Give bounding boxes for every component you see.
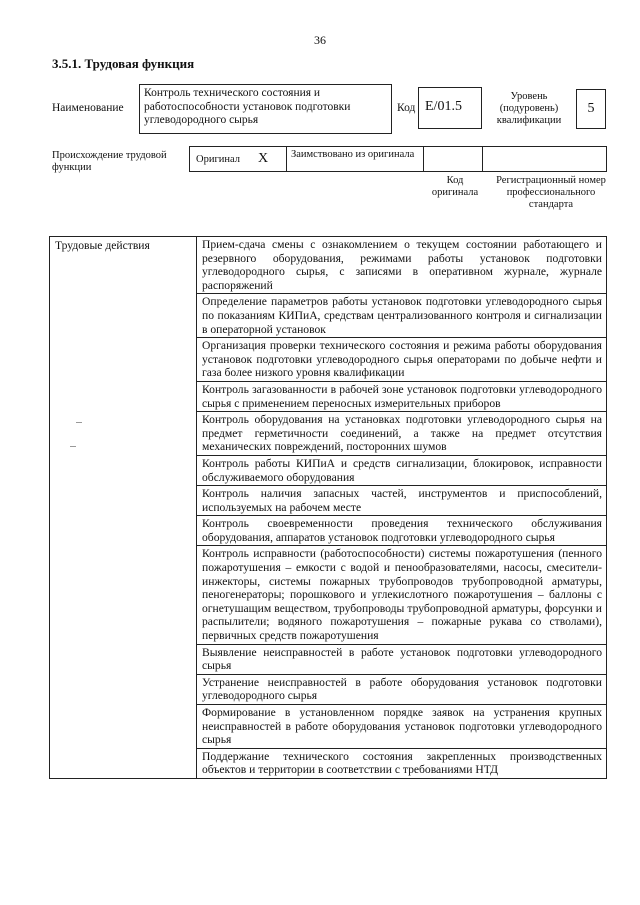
action-item: Контроль наличия запасных частей, инструментов и приспособлений, используемых на рабочем месте [197,486,607,516]
name-value: Контроль технического состояния и работоспособности установок подготовки углеводородного сырья [144,87,351,126]
code-value-box [418,87,482,129]
action-item: Выявление неисправностей в работе установок подготовки углеводородного сырья [197,644,607,674]
code-value: E/01.5 [425,99,462,114]
original-label: Оригинал [196,154,240,165]
scan-mark [76,422,82,423]
origin-label: Происхождение трудовой функции [52,150,167,173]
action-item: Поддержание технического состояния закрепленных производственных объектов и территории в соответствии с требованиями НТД [197,748,607,778]
action-row [50,237,607,294]
section-title: 3.5.1. Трудовая функция [52,56,195,71]
action-item: Организация проверки технического состояния и режима работы оборудования установок подготовки углеводородного сырья операторами по добыче нефти и газа более низкого уровня квалификации [197,338,607,382]
name-label: Наименование [52,102,124,114]
action-item: Устранение неисправностей в работе оборудования установок подготовки углеводородного сырья [197,674,607,704]
level-value: 5 [587,101,595,116]
actions-table [49,236,607,779]
scan-mark [70,446,76,447]
borrowed-label: Заимствовано из оригинала [291,149,415,160]
action-item: Контроль оборудования на установках подготовки углеводородного сырья на предмет герметичности соединений, а также на предмет отсутствия механических повреждений, посторонних шумов [197,412,607,456]
name-value-box [139,84,392,134]
code-label: Код [397,102,416,114]
divider [286,147,287,171]
action-item: Формирование в установленном порядке заявок на устранения крупных неисправностей в работе оборудования установок подготовки углеводородного сырья [197,705,607,749]
action-item: Прием-сдача смены с ознакомлением о текущем состоянии работающего и резервного оборудования, режимами работы установок подготовки углеводородного сырья, с записями в оперативном журнале, журнале распоряжений [197,237,607,294]
reg-number-label: Регистрационный номер профессионального стандарта [496,175,606,210]
page-number: 36 [314,33,326,47]
level-label: Уровень (подуровень) квалификации [496,91,562,126]
divider [423,147,424,171]
actions-label: Трудовые действия [50,237,197,779]
code-original-label: Код оригинала [431,175,479,198]
action-item: Контроль исправности (работоспособности) системы пожаротушения (пенного пожаротушения – емкости с водой и пенообразователями, насосы, смесители-инжекторы, системы пожарных трубопроводов трубопроводной арматуры, пеногенераторы; порошкового и углекислотного пожаротушения – баллоны с огнетушащим веществом, трубопроводы трубопроводной арматуры, форсунки и распылители; водяного пожаротушения – пожарные рукава со стволами), первичных средств пожаротушения [197,546,607,644]
original-mark: X [258,151,269,166]
divider [482,147,483,171]
action-item: Контроль загазованности в рабочей зоне установок подготовки углеводородного сырья с применением переносных измерительных приборов [197,381,607,411]
level-value-box [576,89,606,129]
action-item: Контроль работы КИПиА и средств сигнализации, блокировок, исправности обслуживаемого оборудования [197,455,607,485]
action-item: Контроль своевременности проведения технического обслуживания оборудования, аппаратов установок подготовки углеводородного сырья [197,516,607,546]
action-item: Определение параметров работы установок подготовки углеводородного сырья по показаниям КИПиА, средствам централизованного контроля и сигнализации в операторной установок [197,294,607,338]
origin-table [189,146,607,172]
